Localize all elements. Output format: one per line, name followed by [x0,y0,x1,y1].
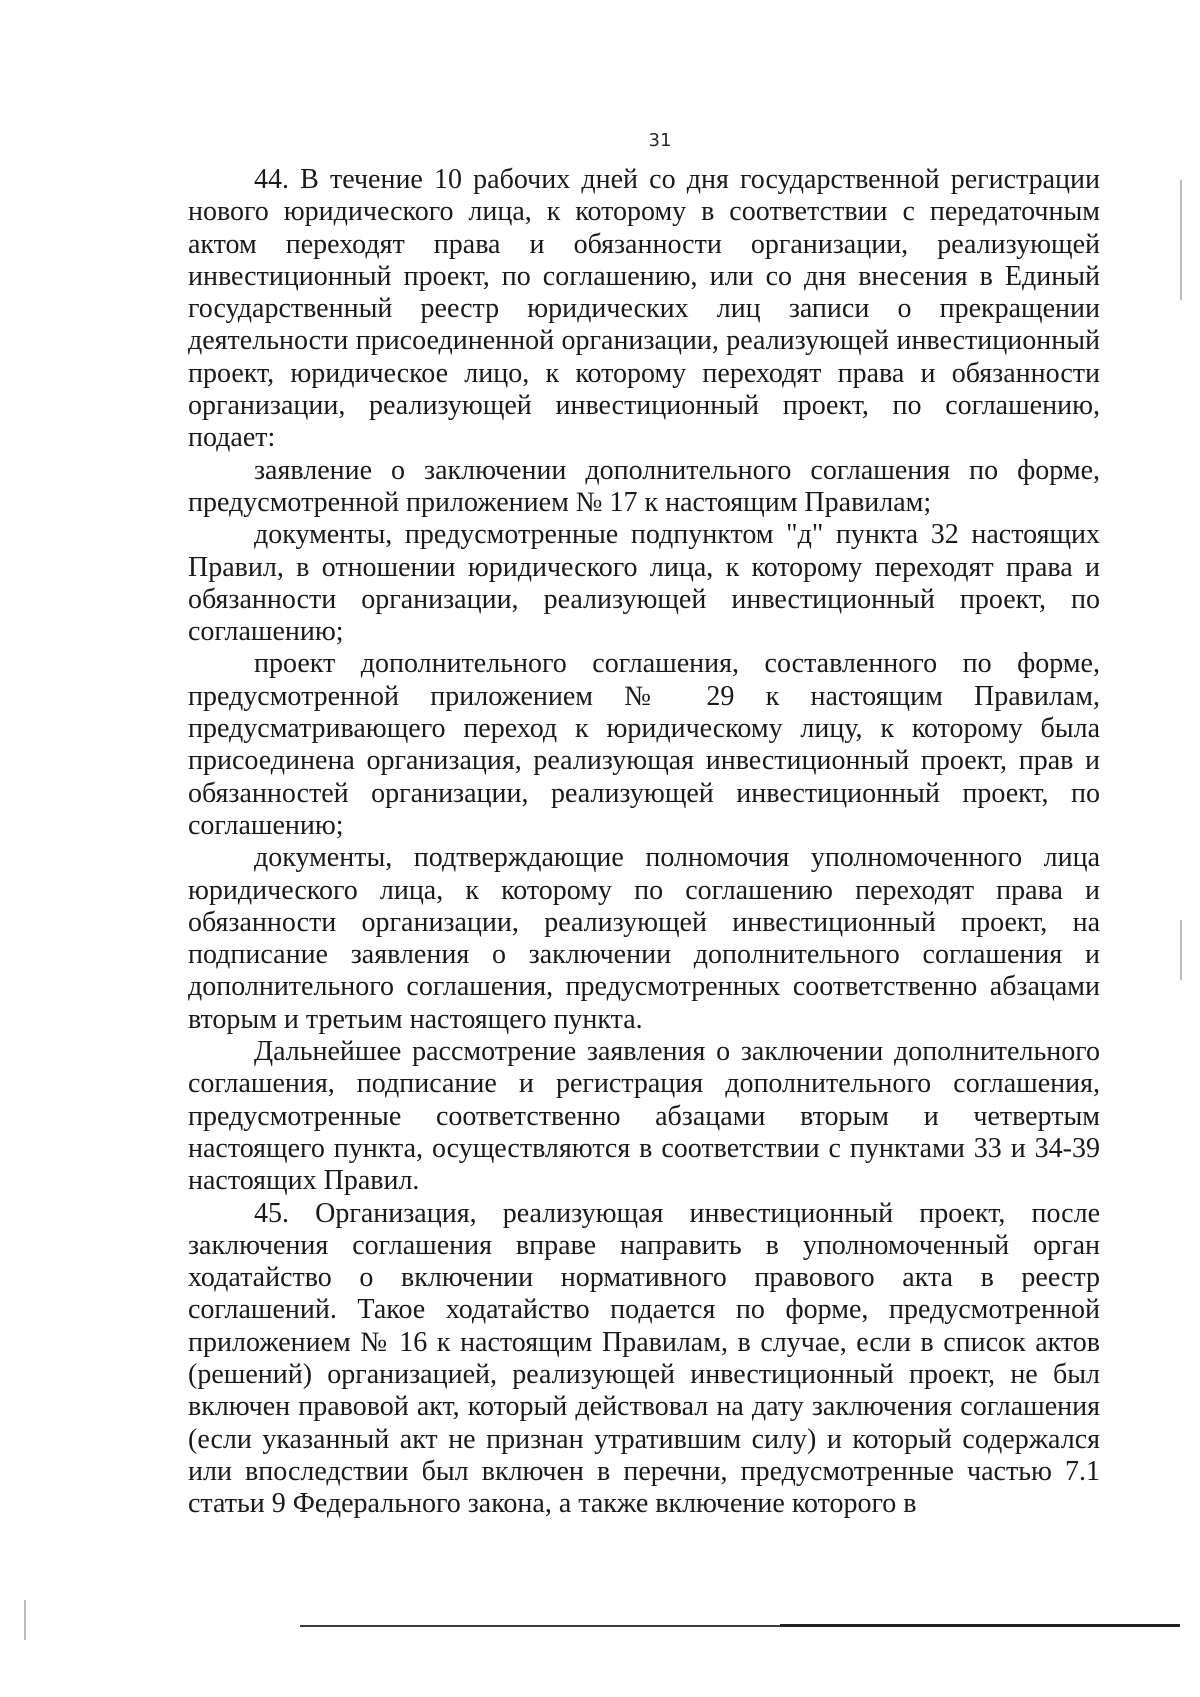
paragraph-authority-documents: документы, подтверждающие полномочия уполномоченного лица юридического лица, к которому по соглашению переходят права и обязанности организации, реализующей инвестиционный проект, на подписание заявления о заключении дополнительного соглашения и дополнительного соглашения, предусмотренных соответственно абзацами вторым и третьим настоящего пункта. [188,842,1100,1035]
document-body [188,164,1100,1520]
bottom-rule-thick [780,1624,1180,1627]
page-number: 31 [648,130,672,151]
paragraph-further-review: Дальнейшее рассмотрение заявления о заключении дополнительного соглашения, подписание и регистрация дополнительного соглашения, предусмотренные соответственно абзацами вторым и четвертым настоящего пункта, осуществляются в соответствии с пунктами 33 и 34-39 настоящих Правил. [188,1036,1100,1197]
scan-artifact-line [1180,180,1182,300]
paragraph-documents: документы, предусмотренные подпунктом "д" пункта 32 настоящих Правил, в отношении юридического лица, к которому переходят права и обязанности организации, реализующей инвестиционный проект, по соглашению; [188,519,1100,648]
scan-artifact-line [1180,920,1182,980]
paragraph-45: 45. Организация, реализующая инвестиционный проект, после заключения соглашения вправе направить в уполномоченный орган ходатайство о включении нормативного правового акта в реестр соглашений. Такое ходатайство подается по форме, предусмотренной приложением № 16 к настоящим Правилам, в случае, если в список актов (решений) организацией, реализующей инвестиционный проект, не был включен правовой акт, который действовал на дату заключения соглашения (если указанный акт не признан утратившим силу) и который содержался или впоследствии был включен в перечни, предусмотренные частью 7.1 статьи 9 Федерального закона, а также включение которого в [188,1197,1100,1520]
paragraph-application: заявление о заключении дополнительного соглашения по форме, предусмотренной приложением № 17 к настоящим Правилам; [188,454,1100,518]
paragraph-draft-agreement: проект дополнительного соглашения, составленного по форме, предусмотренной приложением № 29 к настоящим Правилам, предусматривающего переход к юридическому лицу, к которому была присоединена организация, реализующая инвестиционный проект, прав и обязанностей организации, реализующей инвестиционный проект, по соглашению; [188,648,1100,841]
paragraph-44-intro: 44. В течение 10 рабочих дней со дня государственной регистрации нового юридического лица, к которому в соответствии с передаточным актом переходят права и обязанности организации, реализующей инвестиционный проект, по соглашению, или со дня внесения в Единый государственный реестр юридических лиц записи о прекращении деятельности присоединенной организации, реализующей инвестиционный проект, юридическое лицо, к которому переходят права и обязанности организации, реализующей инвестиционный проект, по соглашению, подает: [188,164,1100,454]
scan-artifact-line [24,1600,26,1640]
